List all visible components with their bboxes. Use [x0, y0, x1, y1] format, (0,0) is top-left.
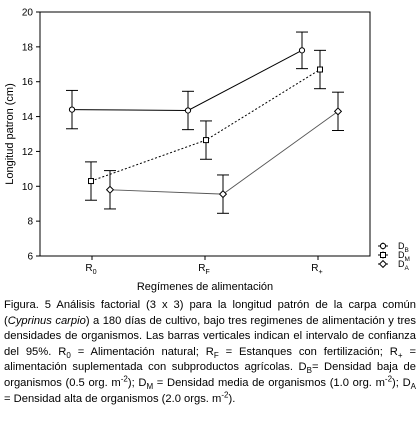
- caption-subscript: B: [306, 366, 312, 376]
- data-point: [380, 243, 385, 248]
- caption-species: Cyprinus carpio: [7, 314, 86, 327]
- caption-text: = Densidad baja de organismos (0.5 org. m: [4, 361, 416, 389]
- x-tick-label: $R_F$: [198, 263, 210, 276]
- caption-symbol: D: [298, 361, 307, 374]
- caption-text: );: [127, 376, 139, 389]
- y-tick-label: 16: [21, 77, 33, 89]
- y-tick-label: 6: [27, 251, 33, 263]
- caption-text: ).: [228, 392, 236, 405]
- data-point: [299, 48, 304, 53]
- caption-text: Análisis factorial (3 x 3) para la longitud patrón de la carpa común (: [4, 299, 416, 327]
- caption-text: = Densidad media de organismos (1.0 org. m: [153, 376, 385, 389]
- x-tick-label: $R_0$: [85, 263, 97, 276]
- legend-label: $D_A$: [398, 259, 409, 272]
- series-db: [66, 32, 308, 130]
- data-point: [335, 108, 342, 115]
- series-dm: [85, 50, 326, 200]
- caption-text: ) a 180 días de cultivo, bajo tres regimenes de alimentación y tres densidades de organismos. Las barras verticales indican el intervalo de confianza del 95%.: [4, 314, 416, 358]
- caption-text: = Alimentación natural;: [70, 345, 206, 358]
- caption-text: = alimentación suplementada con subproductos agrícolas.: [4, 345, 416, 374]
- caption-subscript: A: [410, 382, 416, 392]
- caption-subscript: 0: [66, 351, 71, 361]
- caption-text: = Densidad alta de organismos (2.0 orgs. m: [4, 392, 222, 405]
- series-line: [110, 111, 338, 194]
- caption-superscript: -2: [221, 389, 229, 399]
- series-layer: [66, 32, 344, 213]
- caption-symbol: D: [138, 376, 147, 389]
- plot-frame: [40, 12, 370, 256]
- x-axis: [85, 256, 322, 276]
- y-tick-label: 14: [21, 112, 33, 124]
- caption-symbol: D: [402, 376, 411, 389]
- y-tick-label: 10: [21, 181, 33, 193]
- legend-label: $D_B$: [398, 241, 409, 254]
- data-point: [69, 107, 74, 112]
- data-point: [185, 108, 190, 113]
- figure-caption: [4, 298, 416, 407]
- data-point: [107, 186, 114, 193]
- y-tick-label: 18: [21, 42, 33, 54]
- caption-symbol: R: [58, 345, 67, 358]
- data-point: [89, 179, 94, 184]
- data-point: [380, 261, 387, 268]
- caption-subscript: F: [213, 351, 219, 361]
- y-tick-label: 12: [21, 146, 33, 158]
- data-point: [220, 191, 227, 198]
- series-line: [72, 50, 302, 110]
- caption-symbol: R: [389, 345, 398, 358]
- caption-symbol: R: [205, 345, 214, 358]
- y-tick-label: 20: [21, 7, 33, 19]
- legend-label: $D_M$: [398, 250, 410, 263]
- y-axis-label: Longitud patron (cm): [4, 83, 16, 185]
- caption-superscript: -2: [120, 374, 128, 384]
- caption-text: );: [392, 376, 403, 389]
- caption-subscript: +: [397, 351, 403, 361]
- caption-subscript: M: [146, 382, 154, 392]
- caption-text: = Estanques con fertilización;: [218, 345, 390, 358]
- data-point: [204, 138, 209, 143]
- caption-superscript: -2: [384, 374, 393, 384]
- x-tick-label: $R_+$: [311, 263, 323, 276]
- x-axis-label: Regímenes de alimentación: [136, 281, 274, 293]
- y-axis: [22, 8, 40, 263]
- data-point: [318, 67, 323, 72]
- data-point: [381, 253, 386, 258]
- y-tick-label: 8: [27, 216, 33, 228]
- legend: [378, 241, 410, 272]
- caption-fig-label: Figura. 5: [4, 299, 52, 311]
